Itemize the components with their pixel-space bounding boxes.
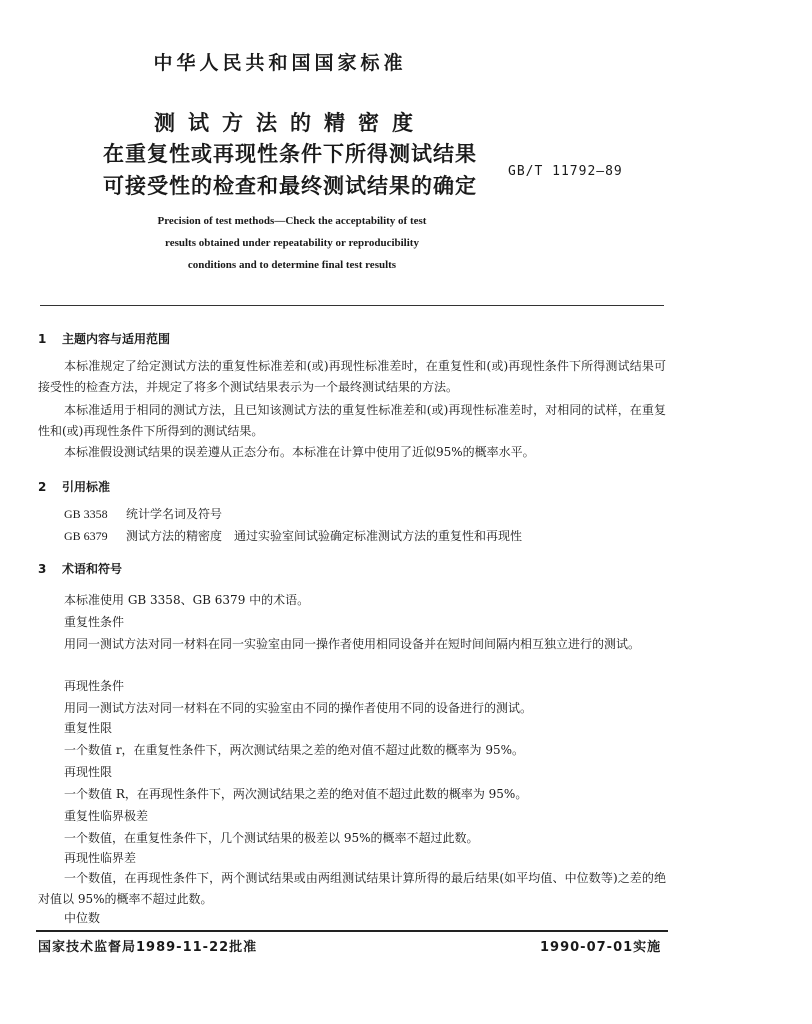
reference-item xyxy=(64,526,522,547)
term-definition: 用同一测试方法对同一材料在不同的实验室由不同的操作者使用不同的设备进行的测试。 xyxy=(64,701,533,715)
term-name: 再现性限 xyxy=(64,765,113,779)
term-definition: 用同一测试方法对同一材料在同一实验室由同一操作者使用相同设备并在短时间间隔内相互独立进行的测试。 xyxy=(64,637,641,651)
term-name: 重复性条件 xyxy=(64,615,125,629)
reference-code: GB 3358 xyxy=(64,507,108,521)
reference-title: 测试方法的精密度 通过实验室间试验确定标准测试方法的重复性和再现性 xyxy=(126,529,523,543)
term-name: 再现性临界差 xyxy=(64,851,137,865)
reference-item xyxy=(64,504,222,525)
section-1-paragraph-2: 本标准适用于相同的测试方法，且已知该测试方法的重复性标准差和(或)再现性标准差时，对相同的试样，在重复性和(或)再现性条件下所得到的测试结果。 xyxy=(38,403,666,438)
title-line-3: 可接受性的检查和最终测试结果的确定 xyxy=(103,174,477,198)
section-3-heading xyxy=(38,560,122,577)
term-name: 再现性条件 xyxy=(64,679,125,693)
section-1-paragraph-1: 本标准规定了给定测试方法的重复性标准差和(或)再现性标准差时，在重复性和(或)再现性条件下所得测试结果可接受性的检查方法，并规定了将多个测试结果表示为一个最终测试结果的方法。 xyxy=(38,359,666,394)
english-title-line-3: conditions and to determine final test results xyxy=(187,259,397,271)
reference-title: 统计学名词及符号 xyxy=(126,507,223,521)
standard-code: GB/T 11792—89 xyxy=(508,164,623,179)
term-definition: 一个数值，在再现性条件下，两个测试结果或由两组测试结果计算所得的最后结果(如平均值、中位数等)之差的绝对值以 95%的概率不超过此数。 xyxy=(38,871,666,906)
section-title: 术语和符号 xyxy=(62,562,123,576)
section-title: 引用标准 xyxy=(62,480,111,494)
term-definition: 一个数值 R，在再现性条件下，两次测试结果之差的绝对值不超过此数的概率为 95%。 xyxy=(64,787,528,801)
title-line-1: 测试方法的精密度 xyxy=(154,111,426,135)
section-3-intro: 本标准使用 GB 3358、GB 6379 中的术语。 xyxy=(64,593,310,607)
effective-date: 1990-07-01实施 xyxy=(540,940,662,955)
term-name: 重复性临界极差 xyxy=(64,809,149,823)
section-number: 2 xyxy=(38,480,47,494)
section-1-paragraph-3: 本标准假设测试结果的误差遵从正态分布。本标准在计算中使用了近似95%的概率水平。 xyxy=(64,445,535,459)
section-1-heading xyxy=(38,330,170,347)
section-2-heading xyxy=(38,478,110,495)
term-name: 重复性限 xyxy=(64,721,113,735)
bottom-divider xyxy=(36,930,668,932)
approval-date: 国家技术监督局1989-11-22批准 xyxy=(38,940,258,955)
national-standard-header: 中华人民共和国国家标准 xyxy=(153,52,407,74)
english-title xyxy=(92,210,492,276)
top-divider xyxy=(40,305,664,306)
section-number: 1 xyxy=(38,332,47,346)
document-title xyxy=(40,108,540,202)
reference-code: GB 6379 xyxy=(64,529,108,543)
section-title: 主题内容与适用范围 xyxy=(62,332,171,346)
term-definition: 一个数值，在重复性条件下，几个测试结果的极差以 95%的概率不超过此数。 xyxy=(64,831,479,845)
term-definition: 一个数值 r，在重复性条件下，两次测试结果之差的绝对值不超过此数的概率为 95%。 xyxy=(64,743,525,757)
term-name: 中位数 xyxy=(64,911,101,925)
title-line-2: 在重复性或再现性条件下所得测试结果 xyxy=(103,142,477,166)
english-title-line-1: Precision of test methods—Check the acceptability of test xyxy=(157,215,427,227)
english-title-line-2: results obtained under repeatability or reproducibility xyxy=(165,237,419,249)
section-number: 3 xyxy=(38,562,47,576)
